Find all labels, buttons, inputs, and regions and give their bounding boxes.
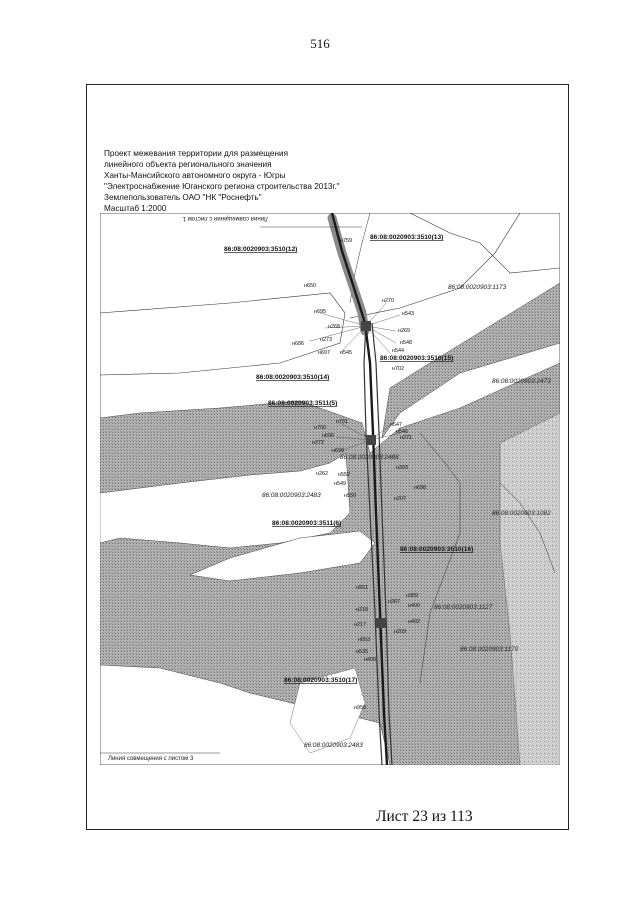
point-label: н545 <box>340 350 352 356</box>
point-label: н550 <box>344 493 356 499</box>
point-label: н543 <box>402 311 414 317</box>
parcel-label: 86:08:0020903:3511(5) <box>268 400 338 407</box>
point-label: н270 <box>382 298 394 304</box>
point-label: н551 <box>356 585 368 591</box>
title-line: Ханты-Мансийского автономного округа - Югры <box>104 171 286 180</box>
point-label: н549 <box>334 481 346 487</box>
point-label: н698 <box>414 485 426 491</box>
point-label: н697 <box>318 350 330 356</box>
point-label: н696 <box>322 433 334 439</box>
point-label: н535 <box>356 649 368 655</box>
parcel-number: 86:08:0020903:2483 <box>304 742 363 749</box>
point-label: н650 <box>304 283 316 289</box>
point-label: н269 <box>398 328 410 334</box>
point-label: н393 <box>396 465 408 471</box>
point-label: н553 <box>358 637 370 643</box>
point-label: н701 <box>336 419 348 425</box>
parcel-label: 86:08:0020903:3510(14) <box>256 374 330 381</box>
point-label: н702 <box>392 366 404 372</box>
point-label: н217 <box>354 622 366 628</box>
point-label: н700 <box>314 425 326 431</box>
point-label: н408 <box>364 657 376 663</box>
parcel-label: 86:08:0020903:3510(16) <box>400 546 474 553</box>
point-label: н218 <box>356 607 368 613</box>
parcel-label: 86:08:0020903:3510(12) <box>224 246 298 253</box>
cadastral-map <box>100 213 560 765</box>
point-label: н695 <box>314 309 326 315</box>
point-label: н272 <box>312 440 324 446</box>
parcel-label: 86:08:0020903:3510(15) <box>380 355 454 362</box>
match-line-top: Линия совмещения с листом 1 <box>182 215 268 221</box>
match-line-bottom: Линия совмещения с листом 3 <box>108 756 194 762</box>
point-label: н759 <box>340 238 352 244</box>
point-label: н273 <box>320 337 332 343</box>
parcel-number: 86:08:0020903:2483 <box>262 492 321 499</box>
point-label: н400 <box>408 603 420 609</box>
point-label: н548 <box>400 340 412 346</box>
point-label: н389 <box>406 593 418 599</box>
point-label: н544 <box>392 348 404 354</box>
sheet-number-label: Лист 23 из 113 <box>376 808 473 825</box>
point-label: н958 <box>354 705 366 711</box>
parcel-label: 86:08:0020903:3511(6) <box>272 520 342 527</box>
point-label: н209 <box>394 629 406 635</box>
point-label: н686 <box>292 341 304 347</box>
point-label: н699 <box>332 448 344 454</box>
parcel-label: 86:08:0020903:3510(17) <box>284 677 358 684</box>
title-line: линейного объекта регионального значения <box>104 160 272 169</box>
parcel-number: 86:08:0020903:2488 <box>340 454 399 461</box>
point-label: н268 <box>328 324 340 330</box>
parcel-label: 86:08:0020903:3510(13) <box>370 234 444 241</box>
title-line: "Электроснабжение Юганского региона строительства 2013г." <box>104 182 340 191</box>
parcel-number: 86:08:0020903:1173 <box>448 284 507 291</box>
point-label: н267 <box>388 599 400 605</box>
point-label: н262 <box>316 471 328 477</box>
parcel-number: 86:08:0020903:2473 <box>492 378 551 385</box>
title-line: Проект межевания территории для размещения <box>104 149 288 158</box>
parcel-number: 86:08:0020903:1127 <box>434 604 493 611</box>
point-label: н402 <box>408 619 420 625</box>
page-number: 516 <box>310 36 330 51</box>
point-label: н546 <box>396 429 408 435</box>
parcel-number: 86:08:0020903:1170 <box>460 646 519 653</box>
scale-label: Масштаб 1:2000 <box>104 204 167 213</box>
point-label: н271 <box>400 435 412 441</box>
title-line: Землепользователь ОАО "НК "Роснефть" <box>104 193 262 202</box>
route-node <box>376 618 386 628</box>
parcel-number: 86:08:0020903:1082 <box>492 510 551 517</box>
title-block <box>104 148 340 214</box>
point-label: н547 <box>390 422 402 428</box>
point-label: н552 <box>338 472 350 478</box>
point-label: н207 <box>394 496 406 502</box>
